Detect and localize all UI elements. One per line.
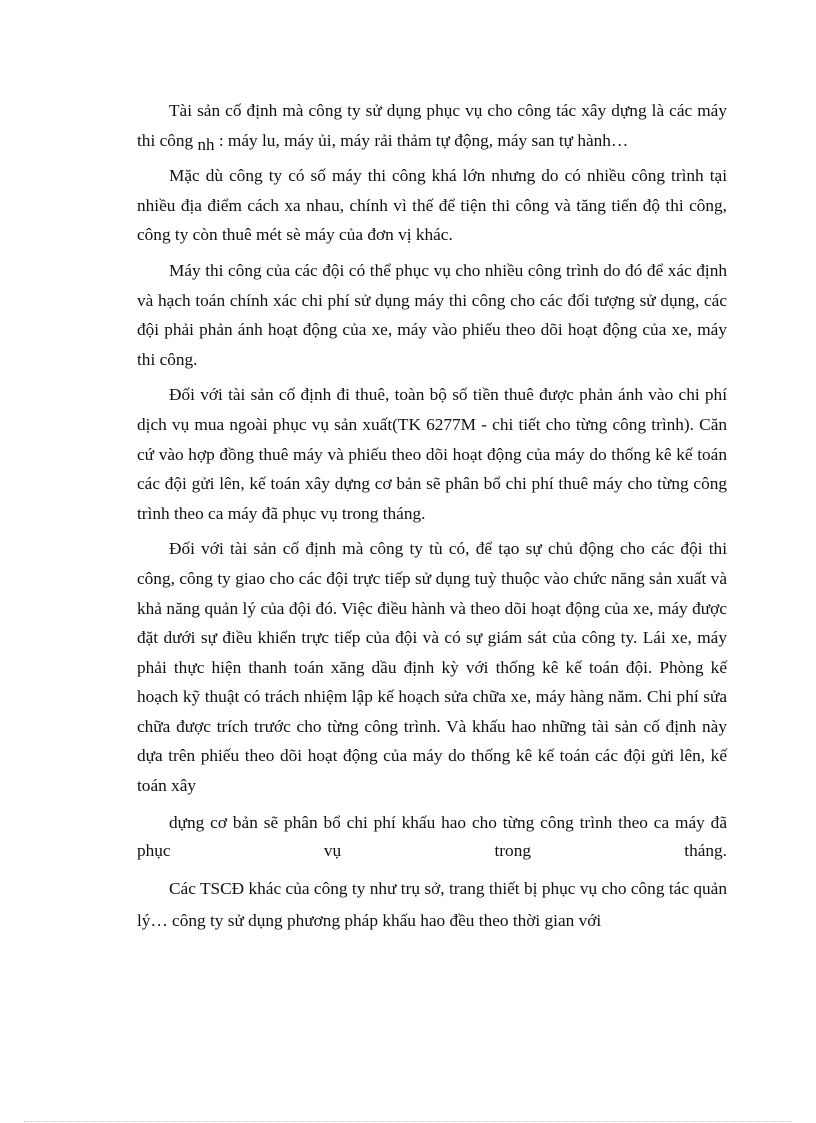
page-bottom-divider bbox=[24, 1121, 792, 1122]
paragraph-owned-assets: Đối với tài sản cố định mà công ty tù có, để tạo sự chủ động cho các đội thi công, công ty giao cho các đội trực tiếp sử dụng tuỳ thuộc vào chức năng sản xuất và khả năng quản lý của đội đó. Việc điều hành và theo dõi hoạt động của xe, máy được đặt dưới sự điều khiển trực tiếp của đội và có sự giám sát của công ty. Lái xe, máy phải thực hiện thanh toán xăng dầu định kỳ với thống kê kế toán đội. Phòng kế hoạch kỹ thuật có trách nhiệm lập kế hoạch sửa chữa xe, máy hàng năm. Chi phí sửa chữa được trích trước cho từng công trình. Và khấu hao những tài sản cố định này dựa trên phiếu theo dõi hoạt động của máy do thống kê kế toán các đội gửi lên, kế toán xây bbox=[137, 539, 727, 796]
paragraph-other-assets: Các TSCĐ khác của công ty như trụ sở, trang thiết bị phục vụ cho công tác quản lý… công ty sử dụng phương pháp khấu hao đều theo thời gian với bbox=[137, 878, 727, 930]
paragraph-rented-assets: Đối với tài sản cố định đi thuê, toàn bộ số tiền thuê được phản ánh vào chi phí dịch vụ mua ngoài phục vụ sản xuất(TK 6277M - chi tiết cho từng công trình). Căn cứ vào hợp đồng thuê máy và phiếu theo dõi hoạt động của máy do thống kê kế toán các đội gửi lên, kế toán xây dựng cơ bản sẽ phân bổ chi phí thuê máy cho từng công trình theo ca máy đã phục vụ trong tháng. bbox=[137, 385, 727, 523]
paragraph-fixed-assets-subscript: nh bbox=[197, 134, 215, 154]
paragraph-owned-assets-continued: dựng cơ bản sẽ phân bổ chi phí khấu hao cho từng công trình theo ca máy đã phục vụ trong tháng. bbox=[137, 812, 727, 860]
paragraph-fixed-assets bbox=[137, 96, 727, 155]
document-page bbox=[137, 96, 727, 937]
paragraph-fixed-assets-text: Tài sản cố định mà công ty sử dụng phục vụ cho công tác xây dựng là các máy thi công bbox=[137, 101, 727, 150]
paragraph-machine-tracking: Máy thi công của các đội có thể phục vụ cho nhiều công trình do đó để xác định và hạch toán chính xác chi phí sử dụng máy thi công cho các đối tượng sử dụng, các đội phải phản ánh hoạt động của xe, máy vào phiếu theo dõi hoạt động của xe, máy thi công. bbox=[137, 260, 727, 369]
paragraph-fixed-assets-text-end: : máy lu, máy ủi, máy rải thảm tự động, máy san tự hành… bbox=[218, 130, 629, 150]
paragraph-machine-rental: Mặc dù công ty có số máy thi công khá lớn nhưng do có nhiều công trình tại nhiều địa điểm cách xa nhau, chính vì thế để tiện thi công và tăng tiến độ thi công, công ty còn thuê mét sè máy của đơn vị khác. bbox=[137, 166, 727, 245]
